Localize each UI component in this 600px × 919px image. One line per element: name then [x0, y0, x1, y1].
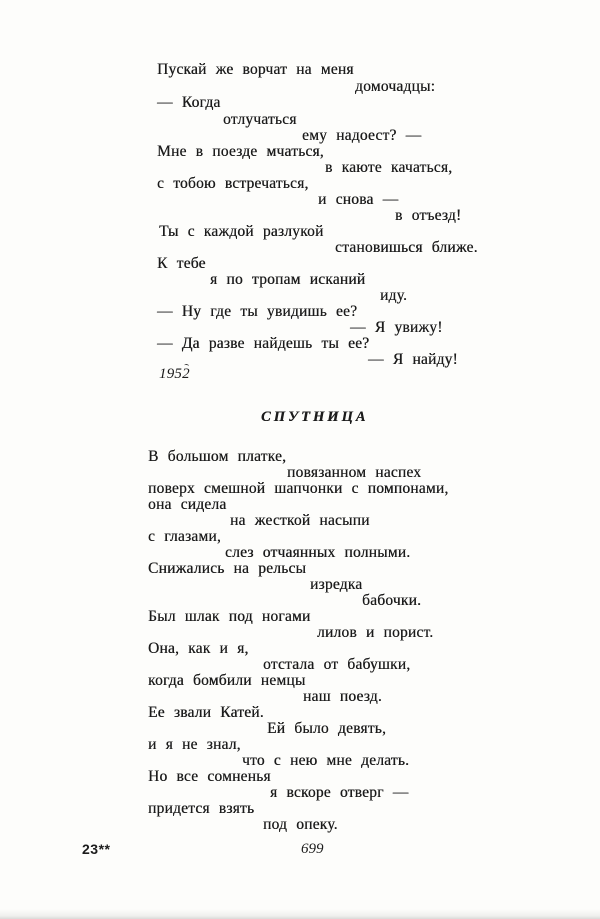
printer-signature-mark: 23** [82, 841, 111, 857]
poem-line: — Ну где ты увидишь ее? [157, 303, 358, 320]
poem-line: Снижались на рельсы [148, 560, 307, 577]
poem-line: я по тропам исканий [210, 271, 366, 288]
poem-line: Она, как и я, [148, 640, 249, 657]
poem-line: придется взять [148, 800, 255, 817]
poem-line: Ей было девять, [267, 720, 387, 737]
poem-line: домочадцы: [355, 78, 436, 95]
poem-line: в каюте качаться, [325, 159, 453, 176]
poem-line: В большом платке, [148, 448, 287, 465]
poem-line: Ее звали Катей. [148, 704, 264, 721]
poem-line: отстала от бабушки, [263, 656, 411, 673]
poem-line: под опеку. [263, 816, 338, 833]
poem-line: Мне в поезде мчаться, [157, 143, 324, 160]
poem-line: ему надоест? — [302, 127, 422, 144]
poem-line: — Я увижу! [350, 319, 443, 336]
poem-line: 1952 [159, 366, 190, 382]
poem-line: Ты с каждой разлукой [159, 223, 324, 240]
poem-line: она сидела [148, 496, 227, 513]
poem-line: иду. [380, 287, 408, 304]
poem-line: наш поезд. [303, 688, 382, 705]
page-number: 699 [301, 841, 324, 857]
poem-line: я вскоре отверг — [270, 784, 409, 801]
poem-line: бабочки. [362, 592, 422, 609]
poem-line: Был шлак под ногами [148, 608, 311, 625]
poem-line: и снова — [318, 191, 399, 208]
poem-line: К тебе [157, 255, 206, 272]
poem-line: с тобою встречаться, [157, 175, 309, 192]
poem-line: Пускай же ворчат на меня [157, 61, 354, 78]
poem-line: — Да разве найдешь ты ее? [157, 335, 370, 352]
poem-line: поверх смешной шапчонки с помпонами, [148, 480, 449, 497]
poem-line: слез отчаянных полными. [225, 544, 411, 561]
poem-line: отлучаться [223, 111, 297, 128]
poem-line: когда бомбили немцы [148, 672, 306, 689]
poem-line: в отъезд! [395, 207, 462, 224]
poem-line: становишься ближе. [335, 239, 478, 256]
poem-line: лилов и порист. [317, 624, 434, 641]
poem-title: СПУТНИЦА [261, 409, 369, 425]
poem-line: — Я найду! [368, 351, 458, 368]
poem-line: Но все сомненья [148, 768, 271, 785]
poem-line: что с нею мне делать. [242, 752, 410, 769]
poem-line: и я не знал, [148, 736, 241, 753]
scan-artifact [184, 364, 190, 369]
page-edge-shadow [0, 909, 600, 919]
poem-line: на жесткой насыпи [230, 512, 370, 529]
poem-line: с глазами, [148, 528, 221, 545]
poem-line: — Когда [157, 94, 221, 111]
poem-line: изредка [310, 576, 363, 593]
poem-line: повязанном наспех [287, 464, 422, 481]
